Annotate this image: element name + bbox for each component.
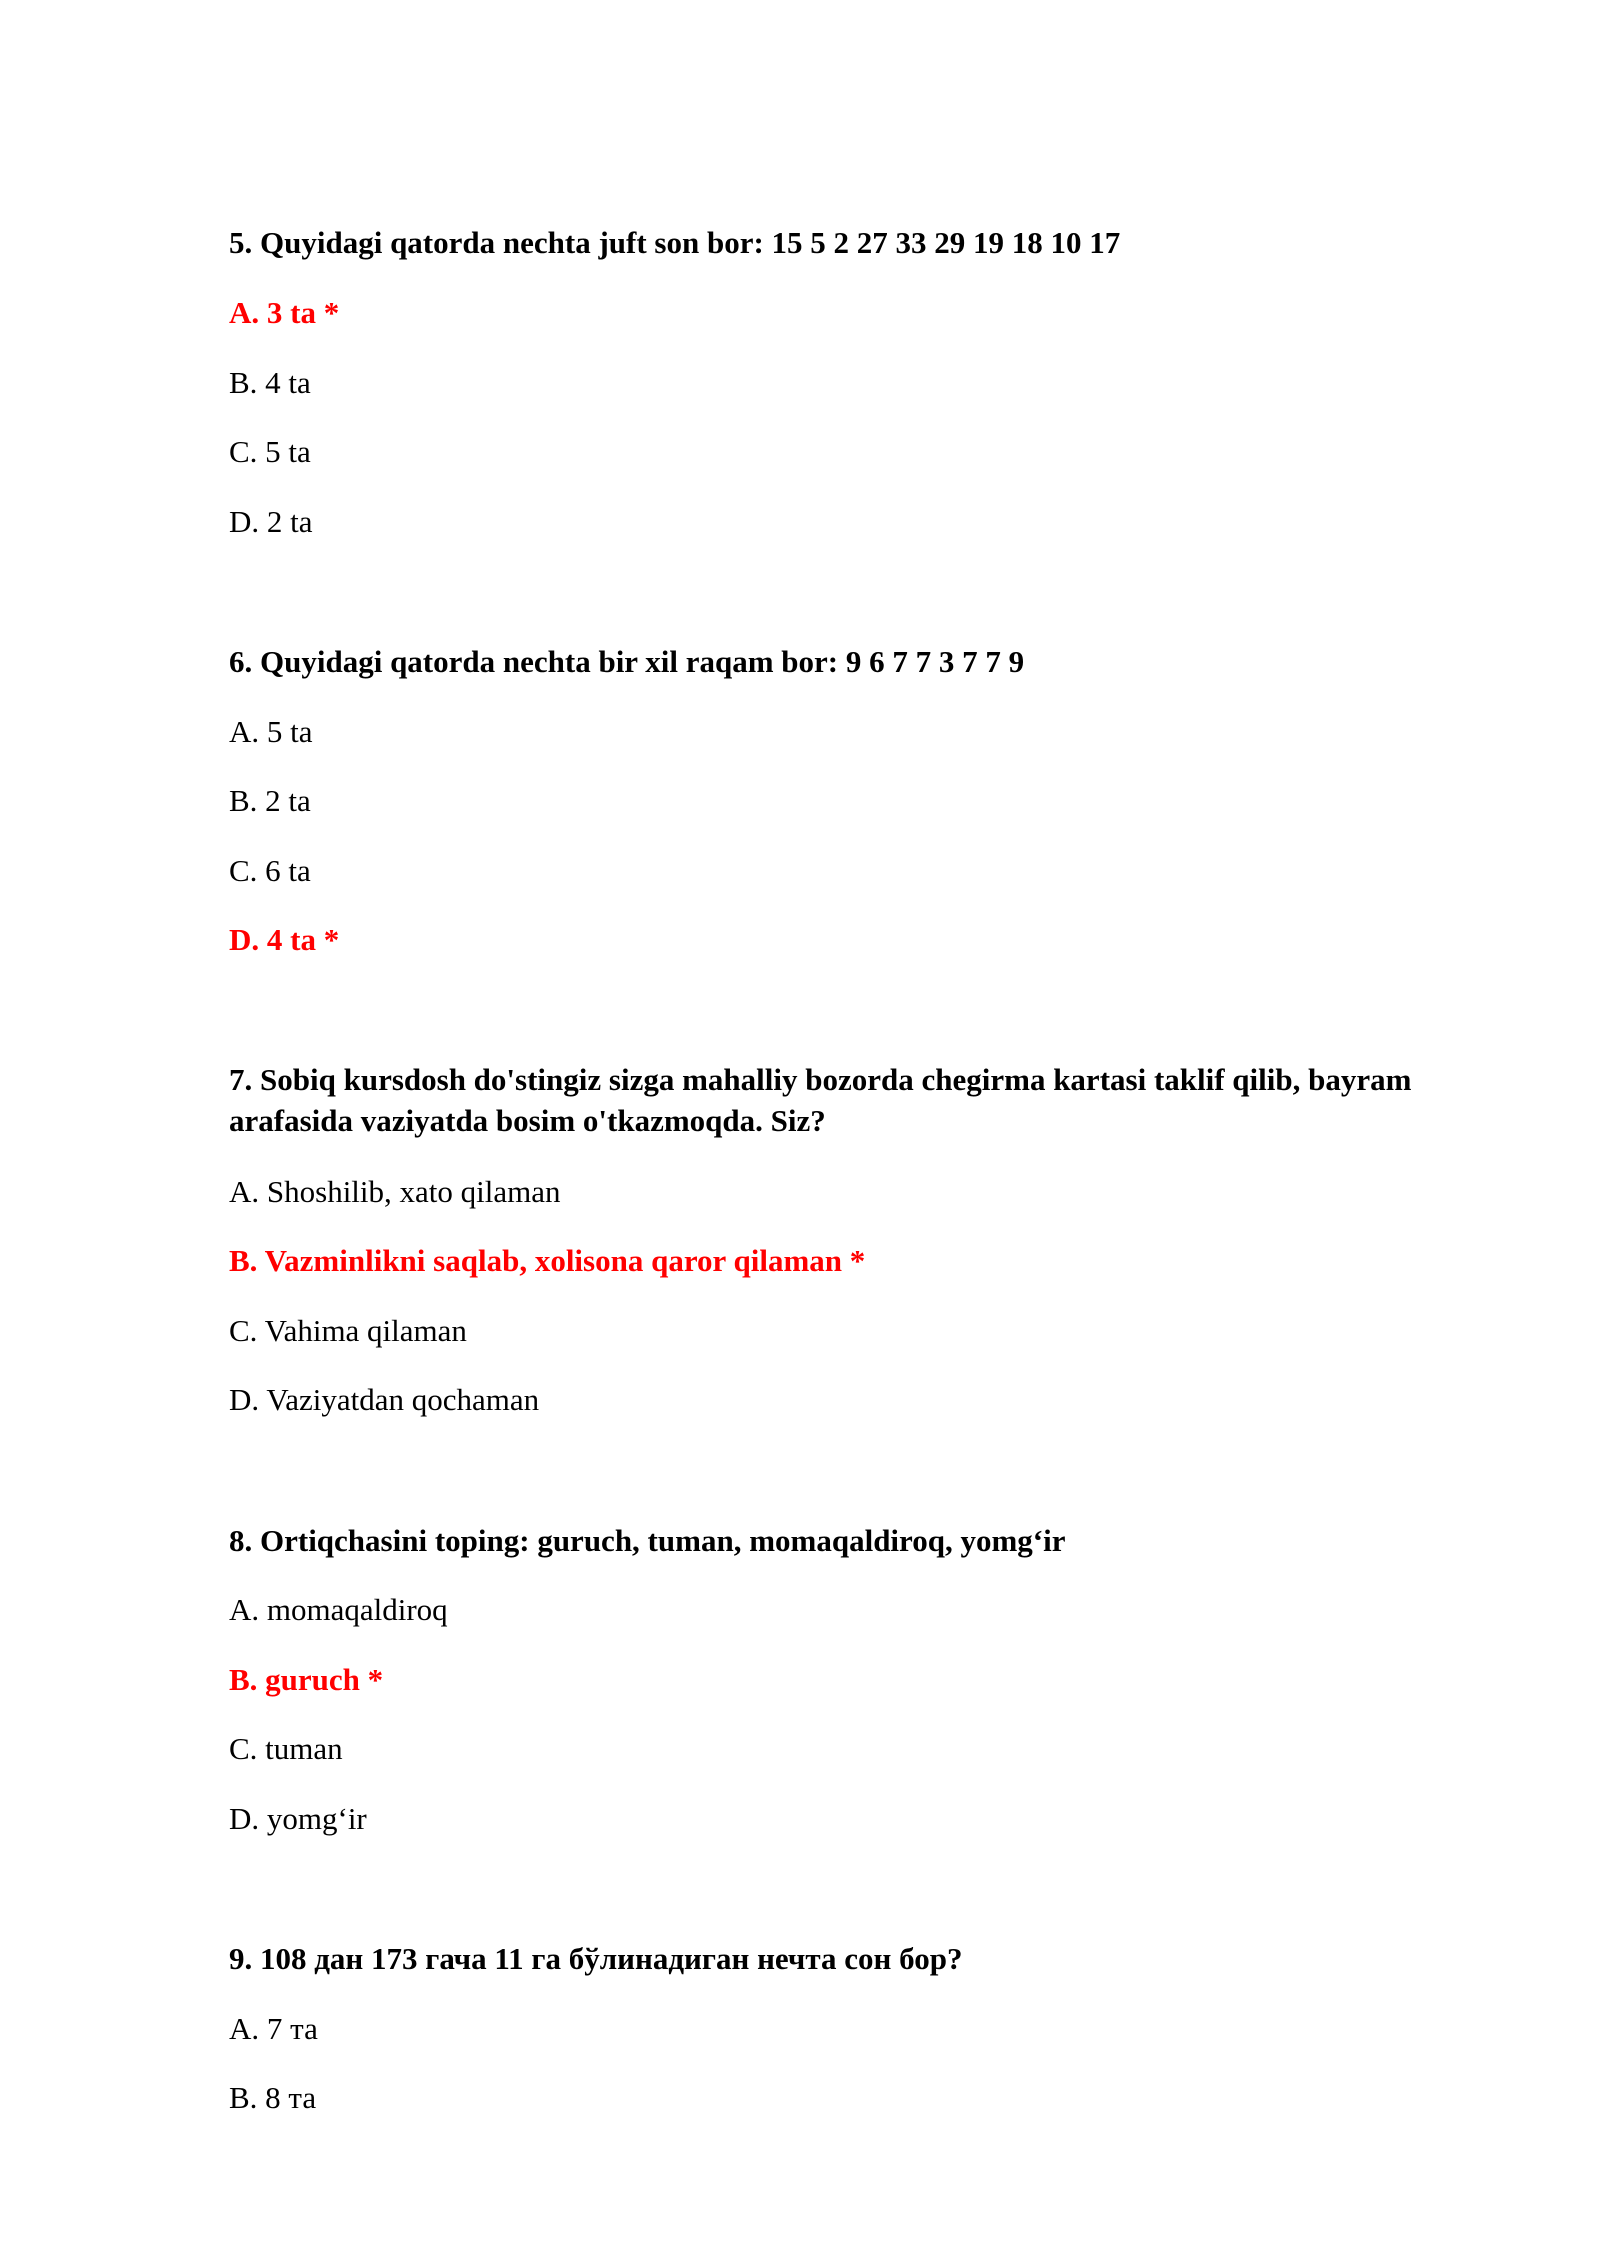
option-b: B. Vazminlikni saqlab, xolisona qaror qilaman * xyxy=(229,1243,866,1278)
question-8 xyxy=(229,1520,1479,1836)
option-d: D. yomg‘ir xyxy=(229,1801,367,1836)
option-a: A. 5 ta xyxy=(229,714,313,749)
option-c: C. tuman xyxy=(229,1731,343,1766)
question-text: 8. Ortiqchasini toping: guruch, tuman, momaqaldiroq, yomg‘ir xyxy=(229,1523,1066,1558)
option-a: A. momaqaldiroq xyxy=(229,1592,448,1627)
option-b: B. 8 та xyxy=(229,2080,317,2115)
option-b: B. 4 ta xyxy=(229,365,311,400)
question-text: 5. Quyidagi qatorda nechta juft son bor: 15 5 2 27 33 29 19 18 10 17 xyxy=(229,225,1121,260)
question-9 xyxy=(229,1938,1479,2115)
option-c: C. 6 ta xyxy=(229,853,311,888)
question-text: 7. Sobiq kursdosh do'stingiz sizga mahalliy bozorda chegirma kartasi taklif qilib, bayram arafasida vaziyatda bosim o'tkazmoqda. Siz? xyxy=(229,1062,1412,1138)
option-c: C. Vahima qilaman xyxy=(229,1313,467,1348)
question-5 xyxy=(229,222,1479,539)
question-6 xyxy=(229,641,1479,957)
option-a: A. 3 ta * xyxy=(229,295,340,330)
question-text: 6. Quyidagi qatorda nechta bir xil raqam bor: 9 6 7 7 3 7 7 9 xyxy=(229,644,1025,679)
option-b: B. guruch * xyxy=(229,1662,384,1697)
option-b: B. 2 ta xyxy=(229,783,311,818)
question-text: 9. 108 дан 173 гача 11 га бўлинадиган нечта сон бор? xyxy=(229,1941,963,1976)
option-d: D. Vaziyatdan qochaman xyxy=(229,1382,540,1417)
option-c: C. 5 ta xyxy=(229,434,311,469)
option-d: D. 4 ta * xyxy=(229,922,340,957)
question-7 xyxy=(229,1059,1479,1417)
option-a: A. Shoshilib, xato qilaman xyxy=(229,1174,561,1209)
option-d: D. 2 ta xyxy=(229,504,313,539)
option-a: A. 7 та xyxy=(229,2011,318,2046)
